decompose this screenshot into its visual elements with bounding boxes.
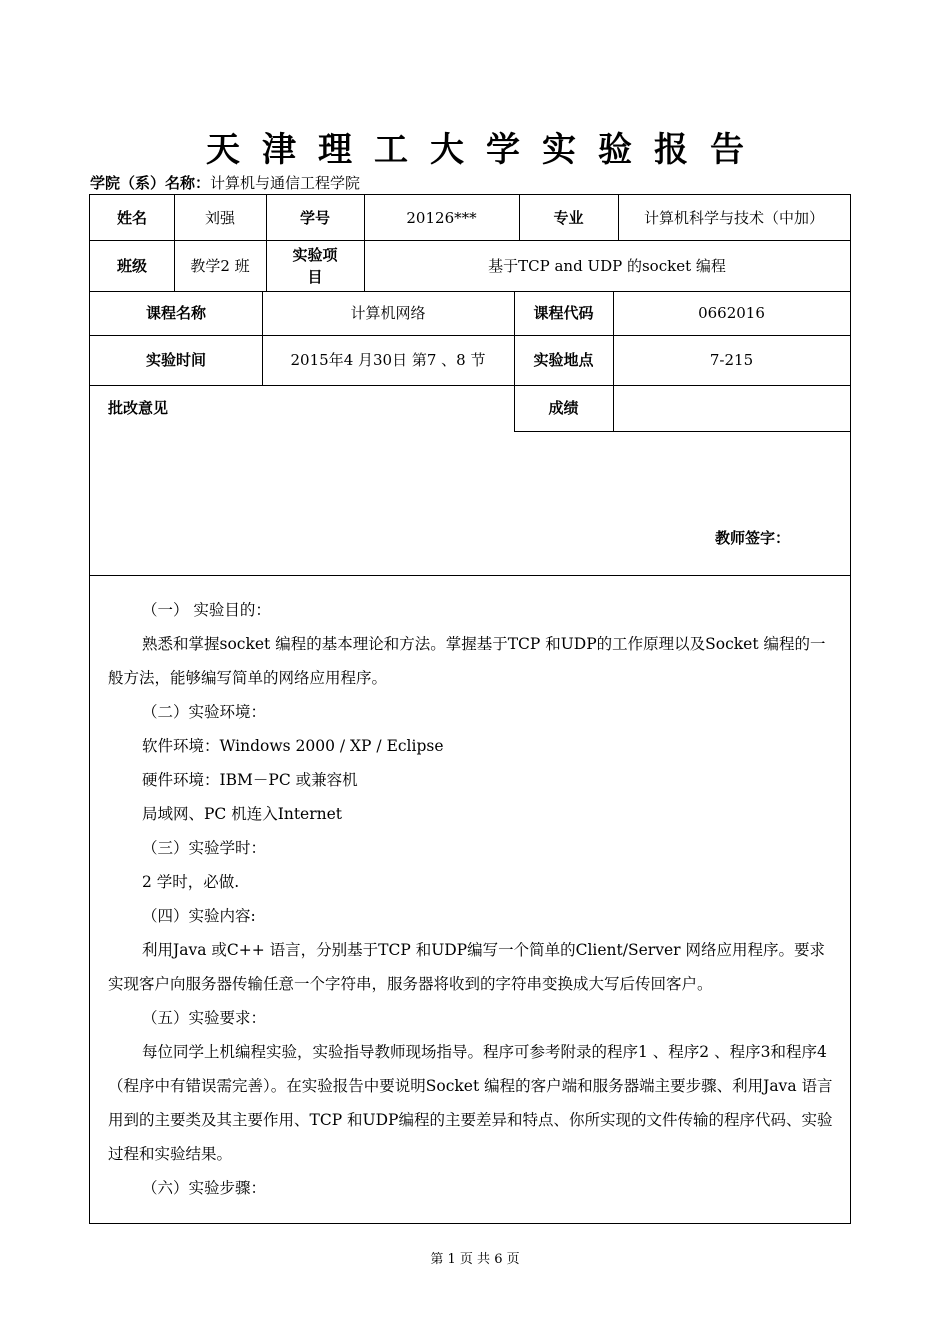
name-value: 刘强 [204, 208, 235, 227]
section-heading: （二）实验环境： [142, 703, 267, 721]
section-heading: （三）实验学时： [142, 839, 267, 857]
place-label: 实验地点 [533, 351, 594, 369]
course-value: 计算机网络 [350, 304, 426, 322]
course-code-value: 0662016 [698, 304, 765, 322]
student-id-label: 学号 [299, 208, 330, 227]
section-heading: （四）实验内容: [142, 907, 256, 925]
project-label: 实验项目 [292, 245, 338, 286]
course-label: 课程名称 [145, 304, 206, 322]
report-title: 天津理工大学实验报告 [206, 130, 766, 170]
major-label: 专业 [553, 208, 584, 227]
paragraph: 2 学时，必做. [142, 873, 240, 891]
time-value: 2015年4 月30日 第7 、8 节 [290, 351, 486, 369]
section-heading: （六）实验步骤： [142, 1179, 267, 1197]
paragraph: 每位同学上机编程实验，实验指导教师现场指导。程序可参考附录的程序1 、程序2 、程序3和程序4 （程序中有错误需完善）。在实验报告中要说明Socket 编程的客户端和服务器端主要步骤、利用Java 语言用到的主要类及其主要作用、TCP 和UDP编程的主要差异和特点、你所实现的文件传输的程序代码、实验过程和实验结果。 [108, 1043, 833, 1163]
school-value: 计算机与通信工程学院 [210, 174, 361, 192]
grade-label: 成绩 [548, 399, 579, 417]
section-heading: （五）实验要求： [142, 1009, 267, 1027]
section-heading: （一） 实验目的： [142, 601, 271, 619]
school-label: 学院（系）名称： [90, 174, 211, 192]
report-table [89, 194, 851, 1224]
major-value: 计算机科学与技术（中加） [643, 208, 824, 227]
grade-value [613, 385, 850, 431]
teacher-signature-label: 教师签字： [714, 529, 790, 547]
name-label: 姓名 [116, 208, 147, 227]
report-body [108, 593, 838, 1205]
paragraph: 利用Java 或C++ 语言，分别基于TCP 和UDP编写一个简单的Client/Server 网络应用程序。要求实现客户向服务器传输任意一个字符串，服务器将收到的字符串变换成大写后传回客户。 [108, 941, 825, 993]
paragraph: 硬件环境：IBM－PC 或兼容机 [142, 771, 358, 789]
paragraph: 熟悉和掌握socket 编程的基本理论和方法。掌握基于TCP 和UDP的工作原理以及Socket 编程的一般方法，能够编写简单的网络应用程序。 [108, 635, 826, 687]
class-label: 班级 [116, 256, 147, 275]
comment-label: 批改意见 [108, 399, 169, 417]
page-footer: 第 1 页 共 6 页 [430, 1252, 520, 1267]
paragraph: 局域网、PC 机连入Internet [142, 805, 343, 823]
paragraph: 软件环境：Windows 2000 / XP / Eclipse [142, 737, 444, 755]
student-id-value: 20126*** [406, 208, 477, 227]
time-label: 实验时间 [145, 351, 206, 369]
project-value: 基于TCP and UDP 的socket 编程 [488, 256, 726, 275]
place-value: 7-215 [709, 351, 754, 369]
school-line [90, 172, 360, 193]
course-code-label: 课程代码 [533, 304, 594, 322]
class-value: 教学2 班 [190, 256, 250, 275]
